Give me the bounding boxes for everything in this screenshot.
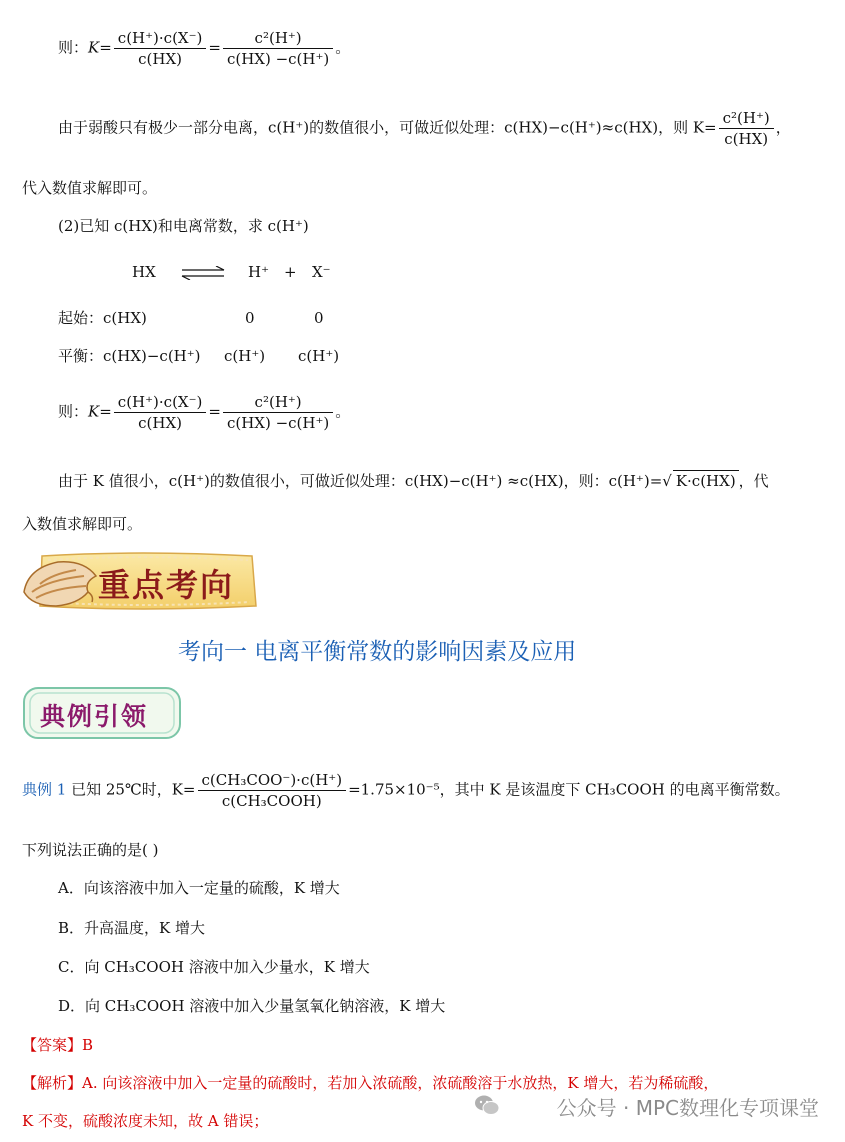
equilibrium-arrow-icon (180, 266, 226, 280)
case2-title: (2)已知 c(HX)和电离常数，求 c(H⁺) (58, 217, 309, 235)
fraction: $\frac{\text{c(CH₃COO⁻)·c(H⁺)}}{\text{c(CH₃COOH)}}$ (198, 770, 347, 811)
reaction-product-x: X⁻ (312, 263, 331, 281)
equation-k-1: 则：K= $\frac{c(H^+)\cdot c(X^-)}{c(HX)}$ = $\frac{\text{c²(H⁺)}}{c(HX) -c(H^+)}$ 。 (58, 29, 351, 68)
option-c: C．向 CH₃COOH 溶液中加入少量水，K 增大 (58, 958, 370, 976)
example1-statement: 典例 1 已知 25℃时，K= $\frac{\text{c(CH₃COO⁻)·c(H⁺)}}{\text{c(CH₃COOH)}}$ =1.75×10⁻⁵，其中 K 是该温度下 CH₃COOH 的电离平衡常数。 (22, 771, 790, 810)
fraction: $\frac{\text{c²(H⁺)}}{c(HX) -c(H^+)}$ (223, 28, 333, 69)
approximation-paragraph-2: 由于 K 值很小，c(H⁺)的数值很小，可做近似处理：c(HX)−c(H⁺) ≈c(HX)，则：c(H⁺)=√ K·c(HX) ，代 (58, 472, 769, 490)
initial-value-h: 0 (245, 309, 255, 327)
equilibrium-value-x: c(H⁺) (298, 347, 340, 365)
key-direction-title: 重点考向 (98, 566, 235, 604)
answer-line (22, 1035, 93, 1055)
initial-label: 起始：c(HX) (58, 309, 147, 327)
fraction: $\frac{c(H^+)\cdot c(X^-)}{c(HX)}$ (114, 392, 207, 433)
option-b: B．升高温度，K 增大 (58, 919, 205, 937)
wechat-icon (474, 1094, 500, 1116)
approximation-continuation-1: 代入数值求解即可。 (22, 179, 158, 197)
approximation-continuation-2: 入数值求解即可。 (22, 515, 143, 533)
seashell-icon (18, 552, 100, 612)
watermark: 公众号 · MPC数理化专项课堂 (556, 1096, 819, 1120)
option-d: D．向 CH₃COOH 溶液中加入少量氢氧化钠溶液，K 增大 (58, 997, 446, 1015)
fraction: $\frac{\text{c²(H⁺)}}{c(HX) -c(H^+)}$ (223, 392, 333, 433)
option-a: A．向该溶液中加入一定量的硫酸，K 增大 (58, 879, 340, 897)
example1-tag: 典例 1 (22, 780, 67, 799)
answer-value: B (82, 1036, 94, 1054)
analysis-tag: 【解析】 (22, 1074, 83, 1092)
fraction: $\frac{c(H^+)\cdot c(X^-)}{c(HX)}$ (114, 28, 207, 69)
example-leading-title: 典例引领 (40, 702, 149, 731)
reaction-left: HX (132, 263, 156, 281)
fraction: $\frac{\text{c²(H⁺)}}{c(HX)}$ (719, 108, 774, 149)
equation-k-2: 则：K= $\frac{c(H^+)\cdot c(X^-)}{c(HX)}$ = $\frac{\text{c²(H⁺)}}{c(HX) -c(H^+)}$ 。 (58, 393, 351, 432)
answer-tag: 【答案】 (22, 1036, 83, 1054)
reaction-product-h: H⁺ (248, 263, 269, 281)
equilibrium-label: 平衡：c(HX)−c(H⁺) (58, 347, 201, 365)
section-title: 考向一 电离平衡常数的影响因素及应用 (178, 639, 577, 665)
equilibrium-value-h: c(H⁺) (224, 347, 266, 365)
analysis-line-2: K 不变，硫酸浓度未知，故 A 错误； (22, 1112, 269, 1130)
approximation-paragraph-1: 由于弱酸只有极少一部分电离，c(H⁺)的数值很小，可做近似处理：c(HX)−c(H⁺)≈c(HX)，则 K= $\frac{\text{c²(H⁺)}}{c(HX)}$ ， (58, 109, 791, 148)
question-stem: 下列说法正确的是( ) (22, 841, 159, 859)
analysis-line-1: 【解析】A. 向该溶液中加入一定量的硫酸时，若加入浓硫酸，浓硫酸溶于水放热，K 增大，若为稀硫酸， (22, 1074, 719, 1092)
initial-value-x: 0 (314, 309, 324, 327)
reaction-plus: + (284, 263, 297, 281)
